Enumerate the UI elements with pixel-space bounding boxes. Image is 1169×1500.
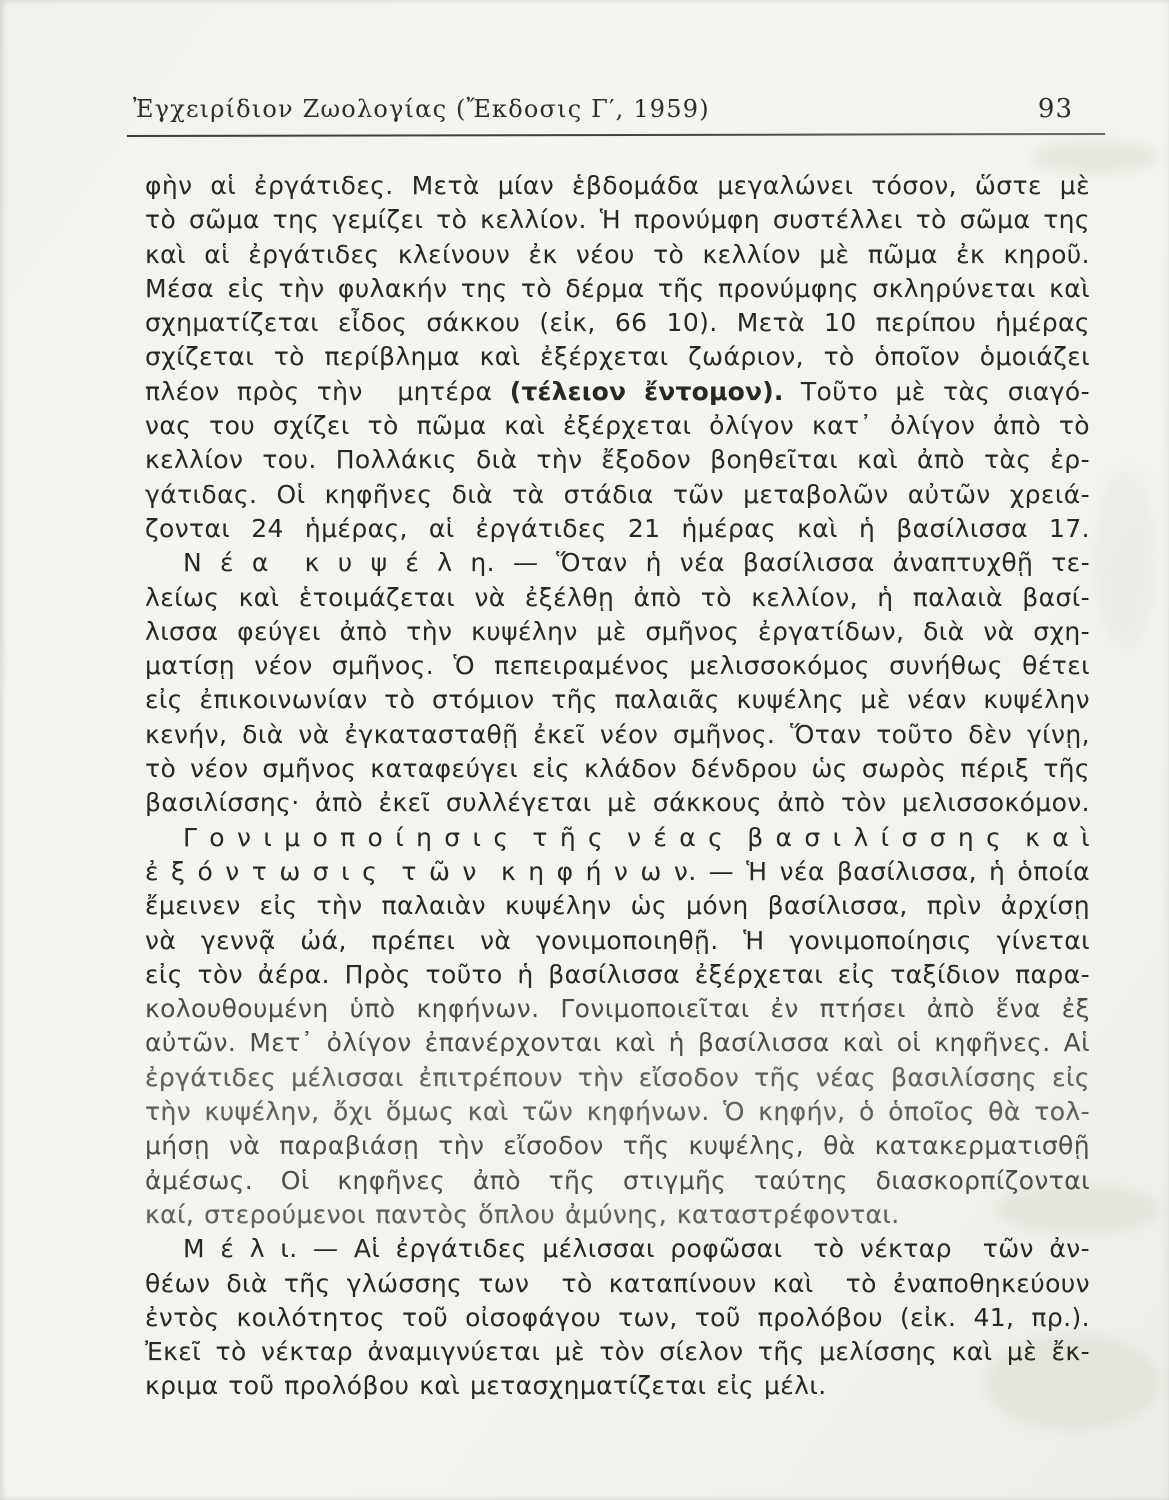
running-header: [133, 94, 1073, 124]
text-line: κενήν, διὰ νὰ ἐγκατασταθῇ ἐκεῖ νέον σμῆνος. Ὅταν τοῦτο δὲν γίνῃ,: [145, 719, 1090, 749]
text-line: ζονται 24 ἡμέρας, αἱ ἐργάτιδες 21 ἡμέρας καὶ ἡ βασίλισσα 17.: [145, 513, 1090, 543]
text-line: κελλίον του. Πολλάκις διὰ τὴν ἔξοδον βοηθεῖται καὶ ἀπὸ τὰς ἐρ-: [145, 445, 1090, 475]
text-line: εἰς ἐπικοινωνίαν τὸ στόμιον τῆς παλαιᾶς κυψέλης μὲ νέαν κυψέλην: [145, 685, 1090, 715]
page-number: 93: [1037, 94, 1073, 124]
text-line: Μέσα εἰς τὴν φυλακήν της τὸ δέρμα τῆς προνύμφης σκληρύνεται καὶ: [145, 273, 1090, 303]
text-line: ἀμέσως. Οἱ κηφῆνες ἀπὸ τῆς στιγμῆς ταύτης διασκορπίζονται: [145, 1165, 1090, 1195]
text-line: νὰ γεννᾷ ὠά, πρέπει νὰ γονιμοποιηθῇ. Ἡ γονιμοποίησις γίνεται: [145, 925, 1090, 955]
text-line: ἐ ξ ό ν τ ω σ ι ς τ ῶ ν κ η φ ή ν ω ν. — Ἡ νέα βασίλισσα, ἡ ὁποία: [145, 856, 1090, 886]
text-line: λείως καὶ ἑτοιμάζεται νὰ ἐξέλθῃ ἀπὸ τὸ κελλίον, ἡ παλαιὰ βασί-: [145, 582, 1090, 612]
text-line: καὶ αἱ ἐργάτιδες κλείνουν ἐκ νέου τὸ κελλίον μὲ πῶμα ἐκ κηροῦ.: [145, 239, 1090, 269]
text-line: καί, στερούμενοι παντὸς ὅπλου ἀμύνης, καταστρέφονται.: [145, 1199, 900, 1229]
text-block: [145, 169, 1090, 1404]
text-line: κριμα τοῦ προλόβου καὶ μετασχηματίζεται εἰς μέλι.: [145, 1371, 827, 1401]
text-line: νας του σχίζει τὸ πῶμα καὶ ἐξέρχεται ὀλίγον κατ᾽ ὀλίγον ἀπὸ τὸ: [145, 411, 1090, 441]
text-line: τὸ σῶμα της γεμίζει τὸ κελλίον. Ἡ προνύμφη συστέλλει τὸ σῶμα της: [145, 205, 1090, 235]
header-rule: [127, 133, 1105, 137]
text-line: Μ έ λ ι. — Αἱ ἐργάτιδες μέλισσαι ροφῶσαι τὸ νέκταρ τῶν ἀν-: [183, 1234, 1090, 1264]
text-line: βασιλίσσης· ἀπὸ ἐκεῖ συλλέγεται μὲ σάκκους ἀπὸ τὸν μελισσοκόμον.: [145, 788, 1090, 818]
text-line: τὸ νέον σμῆνος καταφεύγει εἰς κλάδον δένδρου ὡς σωρὸς πέριξ τῆς: [145, 754, 1090, 784]
scan-bleed-artifact: [1095, 470, 1155, 650]
text-line: Γ ο ν ι μ ο π ο ί η σ ι ς τ ῆ ς ν έ α ς β α σ ι λ ί σ σ η ς κ α ὶ: [183, 822, 1090, 852]
text-line: σχηματίζεται εἶδος σάκκου (εἰκ, 66 10). Μετὰ 10 περίπου ἡμέρας: [145, 308, 1090, 338]
text-line: εἰς τὸν ἀέρα. Πρὸς τοῦτο ἡ βασίλισσα ἐξέρχεται εἰς ταξίδιον παρα-: [145, 959, 1090, 989]
text-line: αὐτῶν. Μετ᾽ ὀλίγον ἐπανέρχονται καὶ ἡ βασίλισσα καὶ οἱ κηφῆνες. Αἱ: [145, 1028, 1090, 1058]
text-line: λισσα φεύγει ἀπὸ τὴν κυψέλην μὲ σμῆνος ἐργατίδων, διὰ νὰ σχη-: [145, 616, 1090, 646]
text-line: μήσῃ νὰ παραβιάσῃ τὴν εἴσοδον τῆς κυψέλης, θὰ κατακερματισθῇ: [145, 1131, 1090, 1161]
text-line: φὴν αἱ ἐργάτιδες. Μετὰ μίαν ἑβδομάδα μεγαλώνει τόσον, ὥστε μὲ: [145, 171, 1090, 200]
book-title: Ἐγχειρίδιον Ζωολογίας (Ἔκδοσις Γ′, 1959): [133, 95, 710, 123]
text-line: ἐντὸς κοιλότητος τοῦ οἰσοφάγου των, τοῦ προλόβου (εἰκ. 41, πρ.).: [145, 1302, 1090, 1332]
text-line: Ν έ α κ υ ψ έ λ η. — Ὅταν ἡ νέα βασίλισσα ἀναπτυχθῇ τε-: [183, 548, 1090, 578]
text-line: ματίσῃ νέον σμῆνος. Ὁ πεπειραμένος μελισσοκόμος συνήθως θέτει: [145, 651, 1090, 681]
text-line: θέων διὰ τῆς γλώσσης των τὸ καταπίνουν καὶ τὸ ἐναποθηκεύουν: [145, 1268, 1090, 1298]
text-line: κολουθουμένη ὑπὸ κηφήνων. Γονιμοποιεῖται ἐν πτήσει ἀπὸ ἕνα ἐξ: [145, 994, 1090, 1024]
text-line: ἐργάτιδες μέλισσαι ἐπιτρέπουν τὴν εἴσοδον τῆς νέας βασιλίσσης εἰς: [145, 1062, 1090, 1092]
text-line: Ἐκεῖ τὸ νέκταρ ἀναμιγνύεται μὲ τὸν σίελον τῆς μελίσσης καὶ μὲ ἔκ-: [145, 1337, 1090, 1367]
text-line: γάτιδας. Οἱ κηφῆνες διὰ τὰ στάδια τῶν μεταβολῶν αὐτῶν χρειά-: [145, 479, 1090, 509]
text-line: τὴν κυψέλην, ὄχι ὅμως καὶ τῶν κηφήνων. Ὁ κηφήν, ὁ ὁποῖος θὰ τολ-: [145, 1097, 1090, 1127]
text-line: σχίζεται τὸ περίβλημα καὶ ἐξέρχεται ζωάριον, τὸ ὁποῖον ὁμοιάζει: [145, 342, 1090, 372]
text-line: πλέον πρὸς τὴν μητέρα (τέλειον ἔντομον). Τοῦτο μὲ τὰς σιαγό-: [145, 376, 1090, 406]
text-line: ἔμεινεν εἰς τὴν παλαιὰν κυψέλην ὡς μόνη βασίλισσα, πρὶν ἀρχίσῃ: [145, 891, 1090, 921]
